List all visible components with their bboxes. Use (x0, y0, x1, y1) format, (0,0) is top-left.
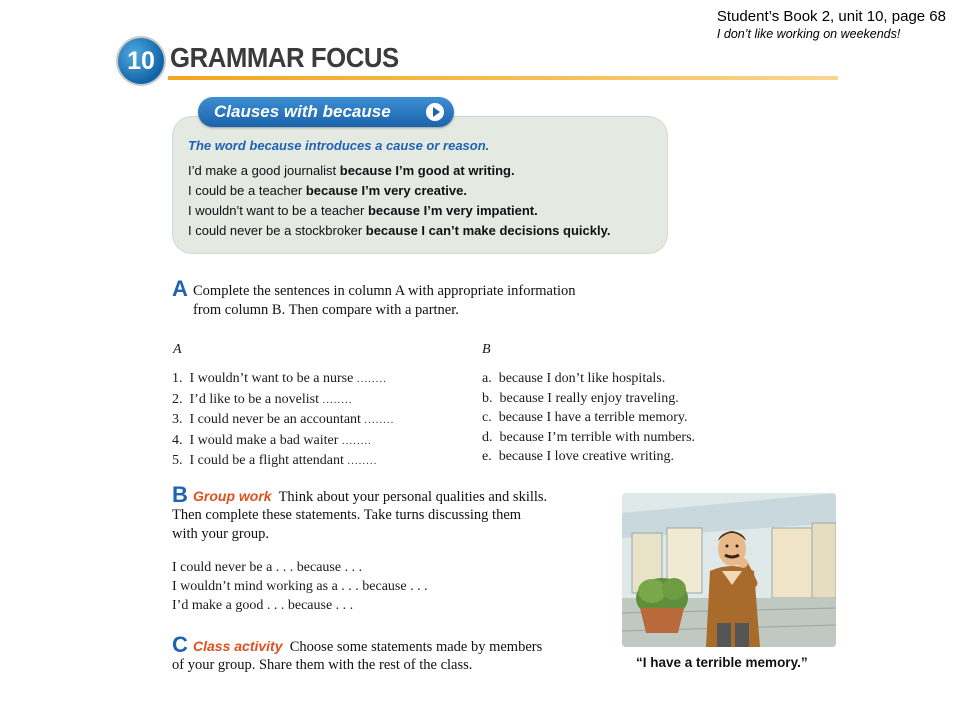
section-c-instruction-line: Class activity Choose some statements made by members (193, 638, 543, 655)
list-item: 1. I wouldn’t want to be a nurse ........ (172, 371, 387, 386)
list-item: 3. I could never be an accountant ........ (172, 412, 395, 427)
illustration-man-thinking (622, 493, 836, 647)
page-reference (717, 7, 946, 42)
statement: I’d make a good . . . because . . . (172, 598, 354, 613)
list-item: 2. I’d like to be a novelist ........ (172, 391, 353, 407)
grammar-topic-label: Clauses with because (214, 102, 391, 121)
section-title: GRAMMAR FOCUS (170, 42, 399, 73)
section-a-instruction: Complete the sentences in column A with appropriate information from column B. Then compare with a partner. (193, 283, 576, 318)
column-b-heading: B (482, 342, 491, 357)
section-b-instruction: Then complete these statements. Take turns discussing them with your group. (172, 507, 522, 542)
grammar-example: I could be a teacher because I’m very creative. (188, 183, 467, 198)
column-b-list (482, 369, 695, 467)
list-item: a. because I don’t like hospitals. (482, 371, 666, 386)
list-item: e. because I love creative writing. (482, 449, 675, 464)
grammar-example: I wouldn’t want to be a teacher because I’m very impatient. (188, 203, 538, 218)
section-b-label: Group work (193, 488, 272, 504)
section-c-letter: C (172, 632, 188, 657)
list-item: b. because I really enjoy traveling. (482, 390, 679, 406)
answer-blank[interactable]: ........ (347, 455, 378, 467)
statement: I could never be a . . . because . . . (172, 560, 363, 575)
list-item: c. because I have a terrible memory. (482, 410, 688, 425)
grammar-intro: The word because introduces a cause or reason. (188, 138, 490, 153)
section-c-label: Class activity (193, 638, 283, 654)
statement-list (172, 558, 428, 615)
answer-blank[interactable]: ........ (341, 434, 372, 447)
unit-number-badge: 10 (118, 38, 164, 84)
statement: I wouldn’t mind working as a . . . because . . . (172, 579, 428, 594)
play-icon[interactable] (426, 103, 444, 121)
column-a-heading: A (173, 342, 182, 357)
section-a-letter: A (172, 276, 188, 301)
answer-blank[interactable]: ........ (364, 414, 395, 426)
answer-blank[interactable]: ........ (356, 373, 387, 385)
grammar-example: I’d make a good journalist because I’m good at writing. (188, 163, 515, 178)
answer-blank[interactable]: ........ (322, 393, 353, 406)
illustration-caption: “I have a terrible memory.” (636, 655, 808, 670)
title-underline (168, 76, 838, 80)
column-a-list (172, 369, 394, 472)
section-b-letter: B (172, 482, 188, 507)
section-b-instruction-line: Group work Think about your personal qualities and skills. (193, 488, 548, 505)
grammar-topic-pill[interactable] (198, 97, 454, 127)
list-item: 5. I could be a flight attendant ........ (172, 453, 378, 468)
section-c-instruction: of your group. Share them with the rest of the class. (172, 657, 473, 673)
grammar-example: I could never be a stockbroker because I can’t make decisions quickly. (188, 223, 611, 238)
list-item: 4. I would make a bad waiter ........ (172, 432, 372, 448)
book-reference: Student’s Book 2, unit 10, page 68 (716, 8, 946, 25)
unit-subtitle: I don’t like working on weekends! (716, 27, 901, 41)
list-item: d. because I’m terrible with numbers. (482, 429, 696, 445)
